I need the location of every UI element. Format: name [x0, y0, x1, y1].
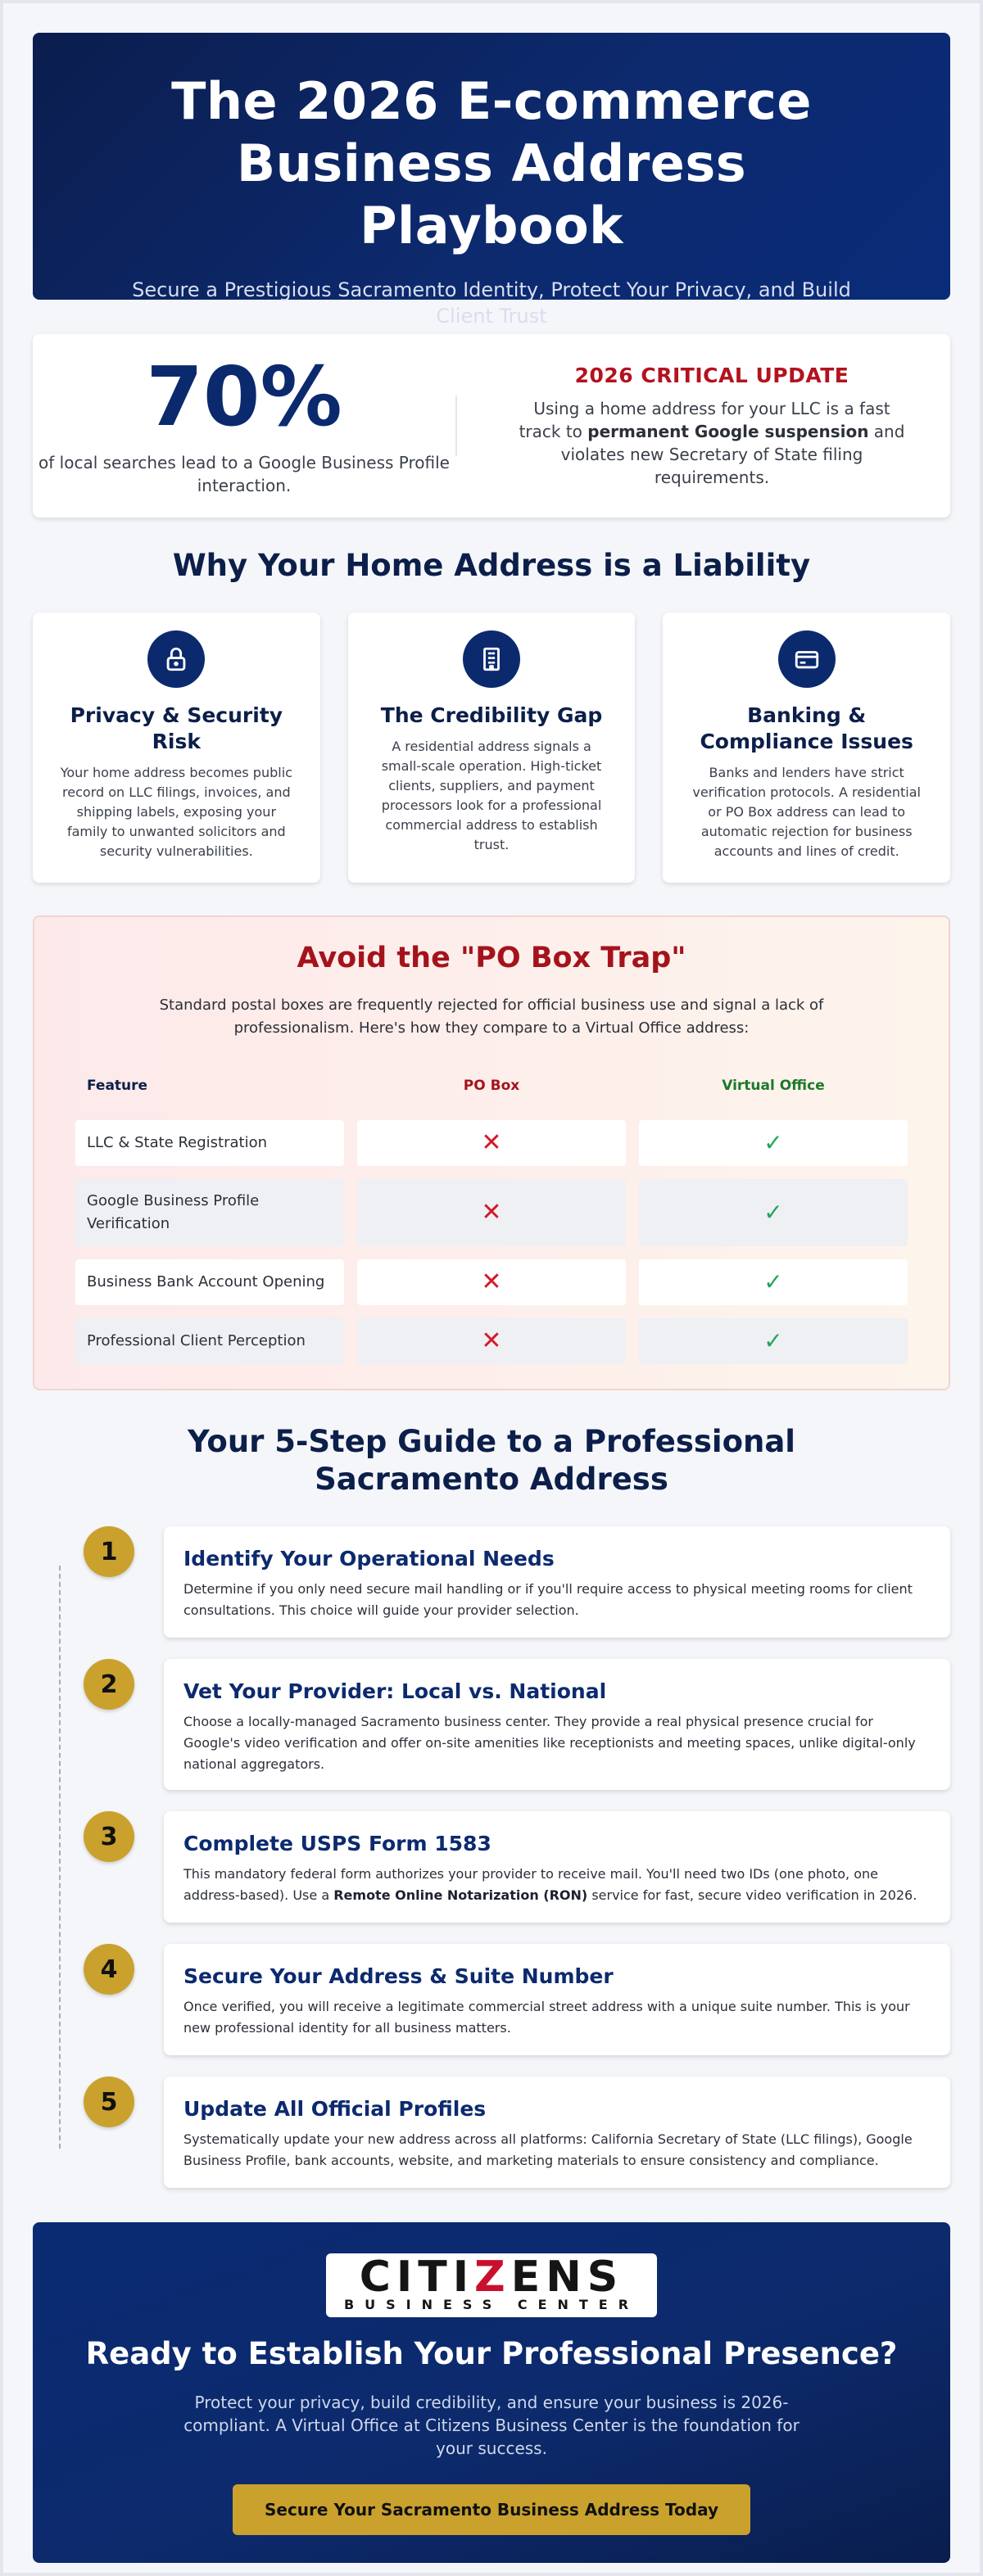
logo-text-part: ENS: [510, 2253, 624, 2302]
step-text: [183, 1864, 931, 1906]
cta-title: Ready to Establish Your Professional Presence?: [85, 2336, 898, 2371]
liability-card-text: Your home address becomes public record on LLC filings, invoices, and shipping labels, exposing your family to unwanted solicitors and security vulnerabilities.: [60, 765, 292, 859]
x-mark-icon: ✕: [481, 1268, 502, 1296]
critical-update-block: [457, 364, 950, 489]
step-text-emphasis: Remote Online Notarization (RON): [333, 1887, 588, 1903]
citizens-logo: [326, 2253, 657, 2317]
comparison-header-row: [75, 1064, 908, 1107]
po-box-section: [33, 915, 950, 1390]
virtual-office-cell: [639, 1318, 908, 1364]
checkmark-icon: ✓: [763, 1268, 783, 1295]
step-text: Once verified, you will receive a legitimate commercial street address with a unique suite number. This is your new professional identity for all business matters.: [183, 1999, 910, 2036]
step-card: [164, 1944, 950, 2055]
po-box-cell: [357, 1179, 626, 1246]
hero-subtitle: Secure a Prestigious Sacramento Identity, Protect Your Privacy, and Build Client Trust: [132, 278, 851, 328]
column-header-po-box: PO Box: [463, 1078, 520, 1094]
step-card: [164, 1659, 950, 1790]
step-title: Update All Official Profiles: [183, 2097, 487, 2121]
checkmark-icon: ✓: [763, 1199, 783, 1226]
critical-update-title: 2026 CRITICAL UPDATE: [574, 363, 849, 387]
liability-card-credibility: [348, 612, 636, 883]
step-title: Identify Your Operational Needs: [183, 1547, 555, 1570]
liability-card-title: Banking & Compliance Issues: [700, 703, 913, 753]
step-text: Choose a locally-managed Sacramento business center. They provide a real physical presence crucial for Google's video verification and offer on-site amenities like receptionists and meeting spaces, unlike digital-only national aggregators.: [183, 1714, 916, 1772]
liability-section-title: Why Your Home Address is a Liability: [172, 548, 811, 583]
liability-card-text: A residential address signals a small-scale operation. High-ticket clients, suppliers, and payment processors look for a professional commercial address to establish trust.: [381, 739, 602, 852]
logo-wordmark: [326, 2253, 657, 2302]
table-row: [75, 1179, 908, 1246]
x-mark-icon: ✕: [481, 1128, 502, 1157]
step-number-badge: 2: [84, 1659, 134, 1710]
step-text: Systematically update your new address across all platforms: California Secretary of State (LLC filings), Google Business Profile, bank accounts, website, and marketing materials to ensure consistency and compliance.: [183, 2131, 913, 2168]
stat-block: [33, 349, 455, 497]
step-text: Determine if you only need secure mail handling or if you'll require access to physical meeting rooms for client consultations. This choice will guide your provider selection.: [183, 1581, 913, 1618]
virtual-office-cell: [639, 1120, 908, 1166]
critical-update-emphasis: permanent Google suspension: [587, 421, 869, 441]
x-mark-icon: ✕: [481, 1326, 502, 1355]
critical-update-text-start: Using a home address for your LLC is a fast track to: [519, 398, 890, 441]
step-item: [33, 2077, 950, 2188]
step-text-start: This mandatory federal form authorizes your provider to receive mail. You'll need two IDs (one photo, one address-based). Use a: [183, 1866, 878, 1903]
column-header-feature: Feature: [87, 1078, 148, 1094]
step-title: Vet Your Provider: Local vs. National: [183, 1679, 607, 1703]
stats-panel: [33, 334, 950, 517]
step-number-badge: 4: [84, 1944, 134, 1995]
step-number-badge: 5: [84, 2077, 134, 2127]
virtual-office-cell: [639, 1259, 908, 1305]
liability-card-banking: [663, 612, 950, 883]
po-box-cell: [357, 1259, 626, 1305]
feature-cell: Professional Client Perception: [75, 1318, 344, 1364]
table-row: [75, 1318, 908, 1364]
liability-cards: [33, 612, 950, 883]
step-item: [33, 1811, 950, 1923]
secure-address-button[interactable]: Secure Your Sacramento Business Address Today: [233, 2484, 750, 2535]
checkmark-icon: ✓: [763, 1129, 783, 1156]
liability-card-title: The Credibility Gap: [380, 703, 603, 727]
step-title: Complete USPS Form 1583: [183, 1832, 492, 1855]
feature-cell: LLC & State Registration: [75, 1120, 344, 1166]
po-box-title: Avoid the "PO Box Trap": [297, 942, 686, 974]
column-header-virtual-office: Virtual Office: [722, 1078, 825, 1094]
step-item: [33, 1659, 950, 1790]
po-box-cell: [357, 1318, 626, 1364]
lock-icon: [147, 630, 205, 688]
logo-text-accent: Z: [474, 2253, 511, 2302]
step-text-end: service for fast, secure video verification in 2026.: [587, 1887, 917, 1903]
step-title: Secure Your Address & Suite Number: [183, 1964, 614, 1988]
stat-number: 70%: [146, 349, 342, 445]
table-row: [75, 1120, 908, 1166]
feature-cell: Business Bank Account Opening: [75, 1259, 344, 1305]
x-mark-icon: ✕: [481, 1198, 502, 1227]
liability-card-title: Privacy & Security Risk: [70, 703, 283, 753]
liability-card-text: Banks and lenders have strict verification protocols. A residential or PO Box address can lead to automatic rejection for business accounts and lines of credit.: [692, 765, 921, 859]
liability-card-privacy: [33, 612, 320, 883]
page-title: The 2026 E-commerce Business Address Playbook: [171, 71, 812, 255]
table-row: [75, 1259, 908, 1305]
hero-banner: [33, 33, 950, 328]
feature-cell: Google Business Profile Verification: [75, 1179, 344, 1246]
step-item: [33, 1944, 950, 2055]
comparison-table: [75, 1064, 908, 1364]
stat-caption: of local searches lead to a Google Business Profile interaction.: [39, 453, 450, 495]
critical-update-text: [514, 397, 909, 489]
step-number-badge: 1: [84, 1526, 134, 1577]
steps-section-title: Your 5-Step Guide to a Professional Sacramento Address: [188, 1424, 795, 1497]
virtual-office-cell: [639, 1179, 908, 1246]
credit-card-icon: [778, 630, 836, 688]
steps-list: [33, 1526, 950, 2188]
po-box-intro: Standard postal boxes are frequently rejected for official business use and signal a lack of professionalism. Here's how they compare to a Virtual Office address:: [159, 997, 824, 1037]
logo-text-part: CITI: [359, 2253, 475, 2302]
step-card: [164, 1526, 950, 1638]
logo-tagline: BUSINESS CENTER: [343, 2297, 640, 2312]
step-card: [164, 2077, 950, 2188]
cta-text: Protect your privacy, build credibility, and ensure your business is 2026-compliant. A Virtual Office at Citizens Business Center is the foundation for your success.: [183, 2393, 800, 2458]
step-item: [33, 1526, 950, 1638]
step-number-badge: 3: [84, 1811, 134, 1862]
step-card: [164, 1811, 950, 1923]
building-icon: [463, 630, 520, 688]
checkmark-icon: ✓: [763, 1327, 783, 1354]
po-box-cell: [357, 1120, 626, 1166]
critical-update-text-end: and violates new Secretary of State filing requirements.: [560, 421, 905, 487]
cta-section: [33, 2222, 950, 2563]
